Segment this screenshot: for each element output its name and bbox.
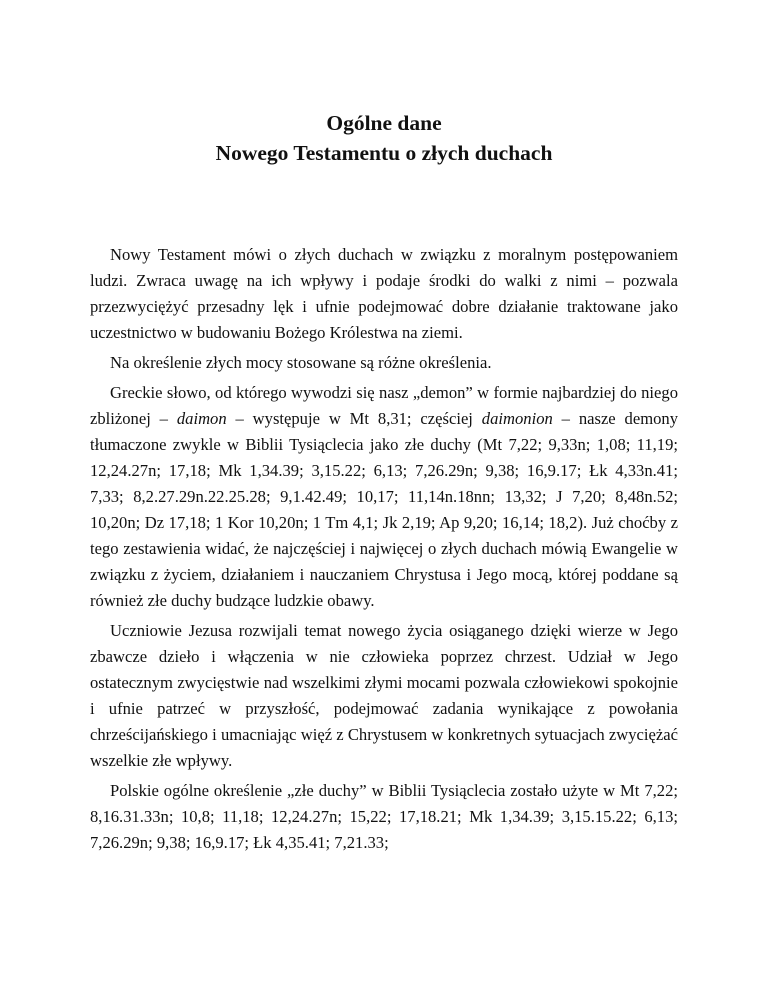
paragraph-3-text-b: – występuje w Mt 8,31; częściej (226, 409, 482, 428)
paragraph-3-text-c: – nasze demony tłumaczone zwykle w Biblii Tysiąclecia jako złe duchy (Mt 7,22; 9,33n; 1,08; 11,19; 12,24.27n; 17,18; Mk 1,34.39; 3,15.22; 6,13; 7,26.29n; 9,38; 16,9.17; Łk 4,33n.41; 7,33; 8,2.27.29n.22.25.28; 9,1.42.49; 10,17; 11,14n.18nn; 13,32; J 7,20; 8,48n.52; 10,20n; Dz 17,18; 1 Kor 10,20n; 1 Tm 4,1; Jk 2,19; Ap 9,20; 16,14; 18,2). Już choćby z tego zestawienia widać, że najczęściej i najwięcej o złych duchach mówią Ewangelie w związku z życiem, działaniem i nauczaniem Chrystusa i Jego mocą, której poddane są również złe duchy budzące ludzkie obawy. (90, 409, 679, 610)
title-line-2: Nowego Testamentu o złych duchach (215, 141, 553, 165)
term-daimonion: daimonion (481, 409, 553, 428)
paragraph-4: Uczniowie Jezusa rozwijali temat nowego życia osiąganego dzięki wierze w Jego zbawcze dzieło i włączenia w nie człowieka poprzez chrzest. Udział w Jego ostatecznym zwycięstwie nad wszelkimi złymi mocami pozwala człowiekowi spokojnie i ufnie patrzeć w przyszłość, podejmować zadania wynikające z powołania chrześcijańskiego i umacniając więź z Chrystusem w konkretnych sytuacjach zwyciężać wszelkie złe wpływy. (90, 621, 678, 770)
paragraph-3-text-a: Greckie słowo, od którego wywodzi się nasz „demon” w formie najbardziej do niego zbliżonej – (90, 383, 678, 428)
paragraph-5: Polskie ogólne określenie „złe duchy” w Biblii Tysiąclecia zostało użyte w Mt 7,22; 8,16.31.33n; 10,8; 11,18; 12,24.27n; 15,22; 17,18.21; Mk 1,34.39; 3,15.15.22; 6,13; 7,26.29n; 9,38; 16,9.17; Łk 4,35.41; 7,21.33; (90, 781, 678, 852)
paragraph-3 (90, 380, 678, 614)
paragraph-2: Na określenie złych mocy stosowane są różne określenia. (110, 353, 492, 372)
document-body (90, 242, 678, 860)
paragraph-1: Nowy Testament mówi o złych duchach w związku z moralnym postępowaniem ludzi. Zwraca uwagę na ich wpływy i podaje środki do walki z nimi – pozwala przezwyciężyć przesadny lęk i ufnie podejmować dobre działanie traktowane jako uczestnictwo w budowaniu Bożego Królestwa na ziemi. (90, 245, 678, 342)
title-line-1: Ogólne dane (326, 111, 442, 135)
document-title (0, 108, 768, 168)
term-daimon: daimon (176, 409, 227, 428)
